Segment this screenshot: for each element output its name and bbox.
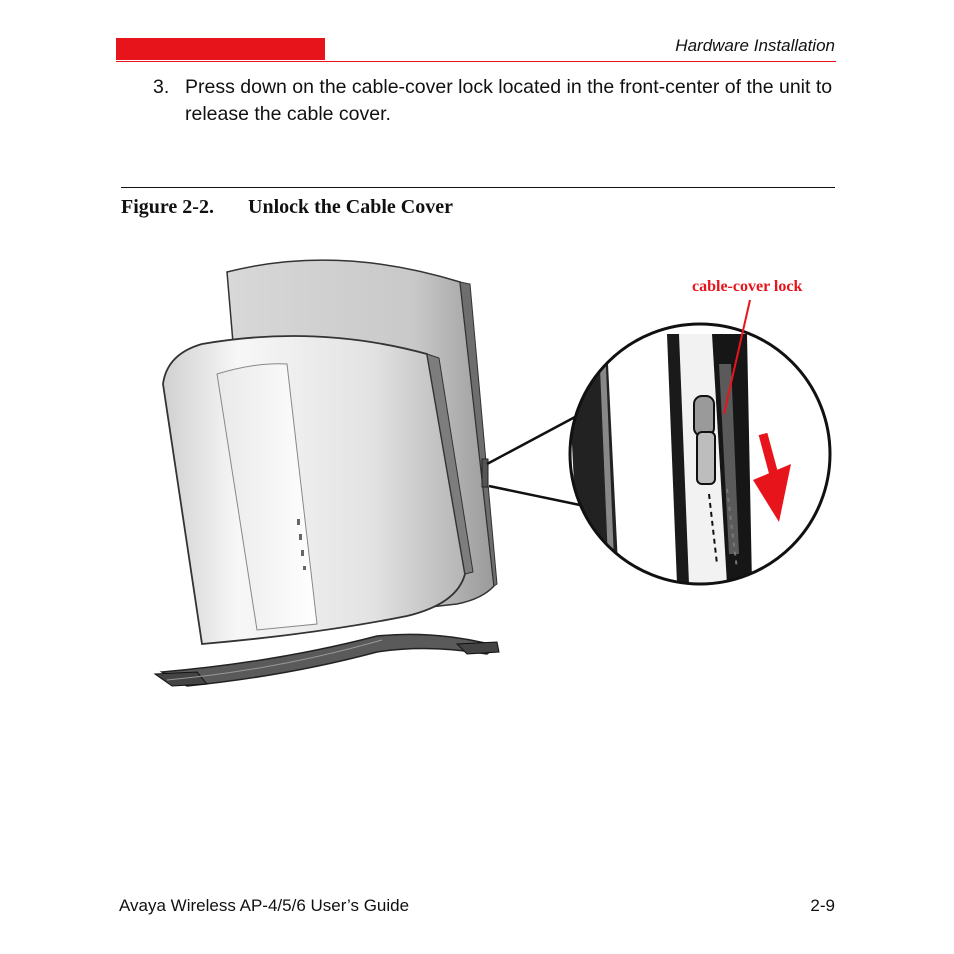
callout-label: cable-cover lock [692, 278, 803, 295]
stand-foot-right [457, 642, 499, 654]
access-point-illustration [127, 224, 835, 702]
step-number: 3. [153, 76, 170, 98]
figure-caption [121, 196, 453, 219]
footer-page-number: 2-9 [810, 896, 835, 915]
step-text: Press down on the cable-cover lock located in the front-center of the unit to release the cable cover. [185, 76, 833, 125]
magnifier-leader-top [487, 417, 575, 464]
magnifier-leader-bottom [489, 486, 580, 505]
figure-rule [121, 187, 835, 188]
footer-guide-title: Avaya Wireless AP-4/5/6 User’s Guide [119, 896, 410, 915]
figure-title: Unlock the Cable Cover [248, 196, 453, 218]
running-header-title: Hardware Installation [675, 36, 835, 55]
figure-illustration [127, 224, 835, 702]
header-rule [116, 61, 836, 62]
header-accent-bar [116, 38, 325, 60]
figure-number: Figure 2-2. [121, 196, 214, 218]
